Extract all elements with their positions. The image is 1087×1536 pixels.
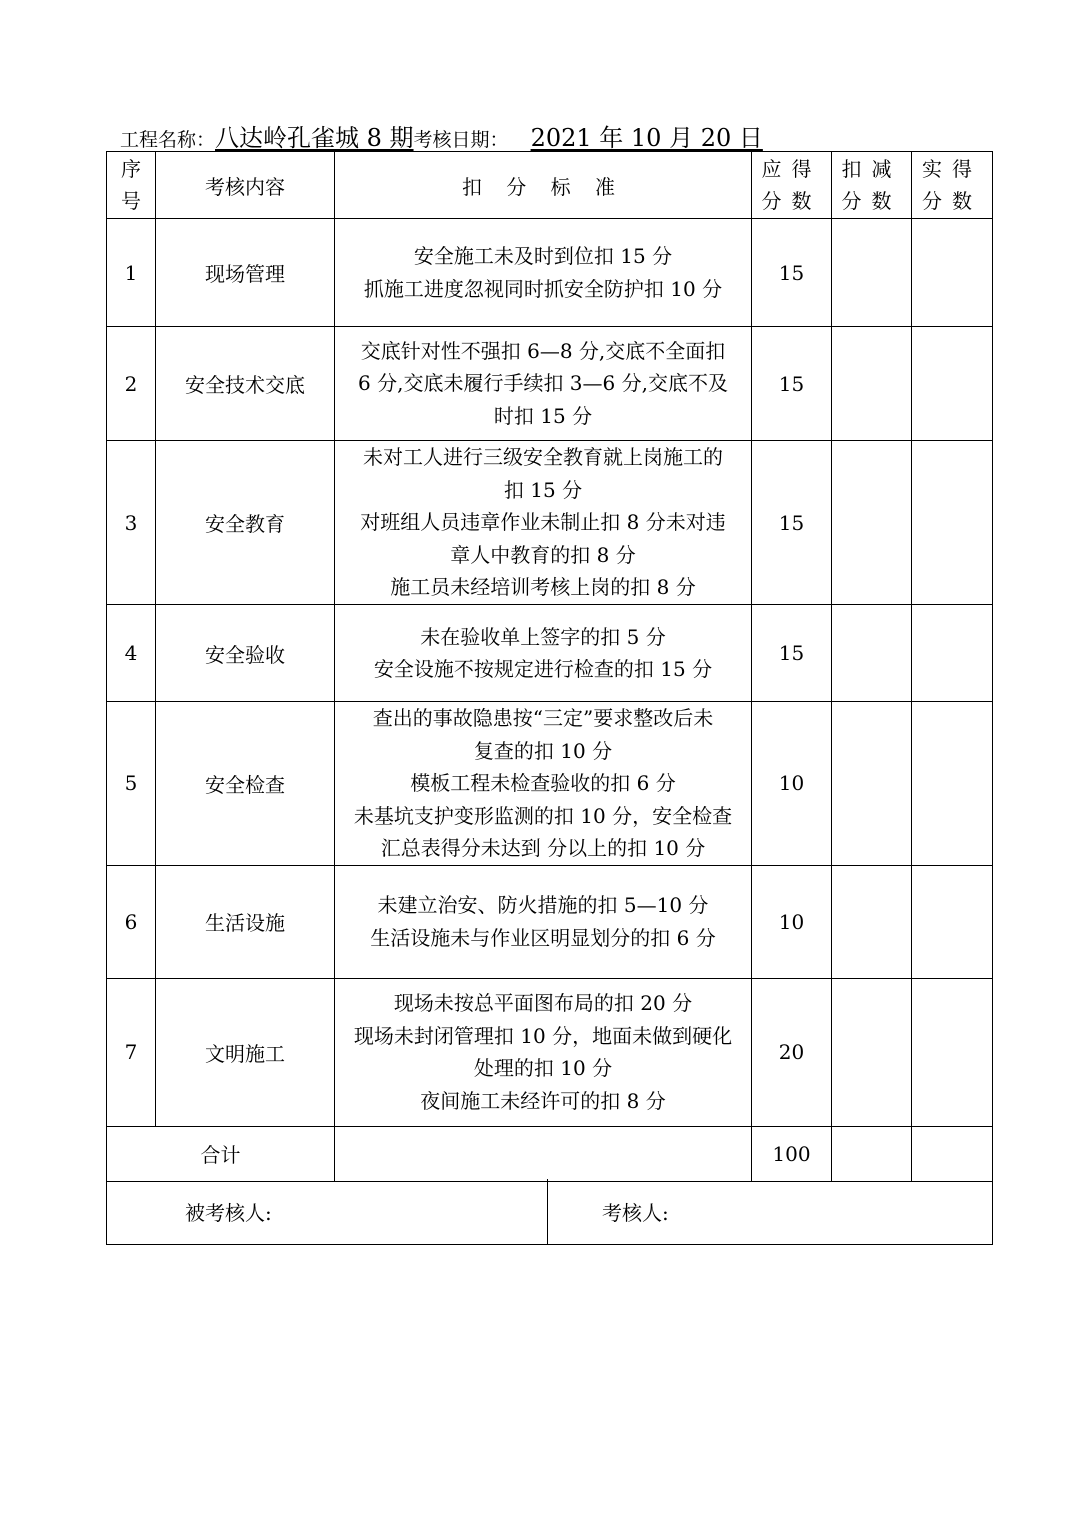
row-seq: 3 <box>107 441 156 605</box>
row-content: 安全技术交底 <box>156 327 335 441</box>
table-row <box>107 605 993 702</box>
row-actual-cell[interactable] <box>912 605 993 702</box>
row-due-score: 10 <box>752 865 832 978</box>
header-deduct: 扣减 分数 <box>832 152 912 219</box>
row-deduct-cell[interactable] <box>832 327 912 441</box>
table-row <box>107 441 993 605</box>
row-deduct-cell[interactable] <box>832 441 912 605</box>
examinee-signature[interactable]: 被考核人: <box>107 1179 548 1245</box>
row-content: 安全教育 <box>156 441 335 605</box>
row-seq: 2 <box>107 327 156 441</box>
header-criteria: 扣 分 标 准 <box>335 152 752 219</box>
header-content: 考核内容 <box>156 152 335 219</box>
row-deduct-cell[interactable] <box>832 702 912 866</box>
table-header-row <box>107 152 993 219</box>
row-criteria: 交底针对性不强扣 6—8 分,交底不全面扣 6 分,交底未履行手续扣 3—6 分,交底不及 时扣 15 分 <box>335 327 752 441</box>
row-criteria: 未建立治安、防火措施的扣 5—10 分 生活设施未与作业区明显划分的扣 6 分 <box>335 865 752 978</box>
row-actual-cell[interactable] <box>912 219 993 327</box>
row-content: 安全检查 <box>156 702 335 866</box>
row-due-score: 15 <box>752 327 832 441</box>
total-label: 合计 <box>107 1126 335 1181</box>
row-due-score: 15 <box>752 605 832 702</box>
row-actual-cell[interactable] <box>912 978 993 1126</box>
row-actual-cell[interactable] <box>912 865 993 978</box>
table-row <box>107 978 993 1126</box>
signature-table <box>106 1179 993 1245</box>
table-row <box>107 702 993 866</box>
row-seq: 4 <box>107 605 156 702</box>
project-label: 工程名称： <box>120 129 216 151</box>
table-row <box>107 865 993 978</box>
row-actual-cell[interactable] <box>912 441 993 605</box>
row-seq: 1 <box>107 219 156 327</box>
header-seq: 序 号 <box>107 152 156 219</box>
total-deduct-cell[interactable] <box>832 1126 912 1181</box>
row-due-score: 15 <box>752 441 832 605</box>
project-name: 八达岭孔雀城 8 期 <box>215 124 414 152</box>
total-due-score: 100 <box>752 1126 832 1181</box>
assessment-table <box>106 151 993 1182</box>
row-content: 文明施工 <box>156 978 335 1126</box>
row-due-score: 10 <box>752 702 832 866</box>
row-actual-cell[interactable] <box>912 327 993 441</box>
row-deduct-cell[interactable] <box>832 865 912 978</box>
row-actual-cell[interactable] <box>912 702 993 866</box>
row-seq: 7 <box>107 978 156 1126</box>
row-content: 生活设施 <box>156 865 335 978</box>
date-label: 考核日期： <box>413 129 509 151</box>
row-criteria: 查出的事故隐患按“三定”要求整改后未 复查的扣 10 分 模板工程未检查验收的扣 6 分 未基坑支护变形监测的扣 10 分，安全检查 汇总表得分未达到 分以上的扣 10 分 <box>335 702 752 866</box>
row-content: 现场管理 <box>156 219 335 327</box>
row-due-score: 20 <box>752 978 832 1126</box>
row-content: 安全验收 <box>156 605 335 702</box>
header-due: 应得 分数 <box>752 152 832 219</box>
row-criteria: 安全施工未及时到位扣 15 分 抓施工进度忽视同时抓安全防护扣 10 分 <box>335 219 752 327</box>
row-criteria: 未在验收单上签字的扣 5 分 安全设施不按规定进行检查的扣 15 分 <box>335 605 752 702</box>
row-seq: 6 <box>107 865 156 978</box>
row-deduct-cell[interactable] <box>832 605 912 702</box>
total-actual-cell[interactable] <box>912 1126 993 1181</box>
header-actual: 实得 分数 <box>912 152 993 219</box>
row-seq: 5 <box>107 702 156 866</box>
row-criteria: 现场未按总平面图布局的扣 20 分 现场未封闭管理扣 10 分，地面未做到硬化 处理的扣 10 分 夜间施工未经许可的扣 8 分 <box>335 978 752 1126</box>
form-header <box>120 118 1020 152</box>
table-row <box>107 219 993 327</box>
total-criteria-cell <box>335 1126 752 1181</box>
total-row <box>107 1126 993 1181</box>
examiner-signature[interactable]: 考核人: <box>548 1179 993 1245</box>
table-row <box>107 327 993 441</box>
row-criteria: 未对工人进行三级安全教育就上岗施工的 扣 15 分 对班组人员违章作业未制止扣 8 分未对违 章人中教育的扣 8 分 施工员未经培训考核上岗的扣 8 分 <box>335 441 752 605</box>
row-due-score: 15 <box>752 219 832 327</box>
row-deduct-cell[interactable] <box>832 219 912 327</box>
date-value: 2021 年 10 月 20 日 <box>530 124 763 152</box>
row-deduct-cell[interactable] <box>832 978 912 1126</box>
